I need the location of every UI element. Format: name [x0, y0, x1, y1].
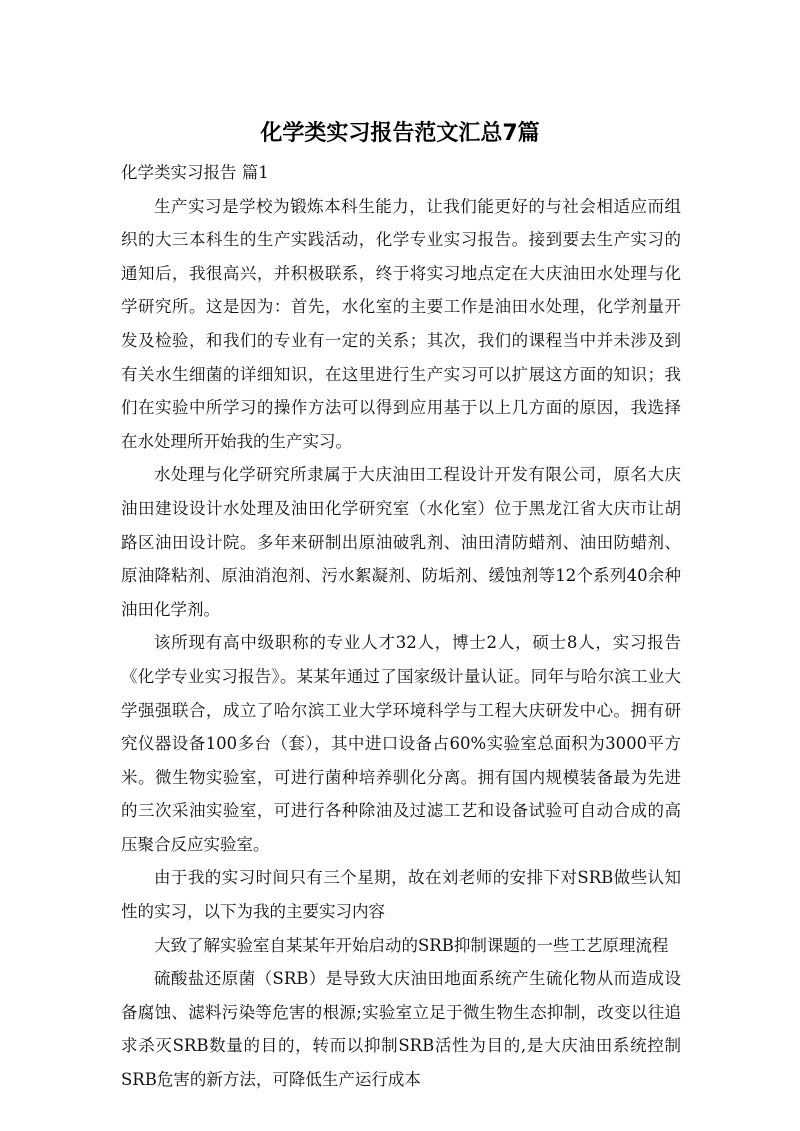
paragraph-3: 该所现有高中级职称的专业人才32人，博士2人，硕士8人，实习报告《化学专业实习报告》。某某年通过了国家级计量认证。同年与哈尔滨工业大学强强联合，成立了哈尔滨工业大学环境科学与工程大庆研发中心。拥有研究仪器设备100多台（套），其中进口设备占60%实验室总面积为3000平方米。微生物实验室，可进行菌种培养驯化分离。拥有国内规模装备最为先进的三次采油实验室，可进行各种除油及过滤工艺和设备试验可自动合成的高压聚合反应实验室。 — [121, 633, 681, 854]
paragraph-2: 水处理与化学研究所隶属于大庆油田工程设计开发有限公司，原名大庆油田建设设计水处理及油田化学研究室（水化室）位于黑龙江省大庆市让胡路区油田设计院。多年来研制出原油破乳剂、油田清防蜡剂、油田防蜡剂、原油降粘剂、原油消泡剂、污水絮凝剂、防垢剂、缓蚀剂等12个系列40余种油田化学剂。 — [121, 465, 681, 619]
document-body — [121, 156, 681, 1097]
document-title: 化学类实习报告范文汇总7篇 — [260, 121, 540, 146]
section-heading: 化学类实习报告 篇1 — [121, 163, 269, 182]
paragraph-1: 生产实习是学校为锻炼本科生能力，让我们能更好的与社会相适应而组织的大三本科生的生产实践活动，化学专业实习报告。接到要去生产实习的通知后，我很高兴，并积极联系，终于将实习地点定在大庆油田水处理与化学研究所。这是因为：首先，水化室的主要工作是油田水处理，化学剂量开发及检验，和我们的专业有一定的关系；其次，我们的课程当中并未涉及到有关水生细菌的详细知识，在这里进行生产实习可以扩展这方面的知识；我们在实验中所学习的操作方法可以得到应用基于以上几方面的原因，我选择在水处理所开始我的生产实习。 — [121, 196, 681, 451]
paragraph-5: 大致了解实验室自某某年开始启动的SRB抑制课题的一些工艺原理流程 — [154, 935, 669, 955]
paragraph-4: 由于我的实习时间只有三个星期，故在刘老师的安排下对SRB做些认知性的实习，以下为我的主要实习内容 — [121, 868, 681, 922]
paragraph-6: 硫酸盐还原菌（SRB）是导致大庆油田地面系统产生硫化物从而造成设备腐蚀、滤料污染等危害的根源;实验室立足于微生物生态抑制，改变以往追求杀灭SRB数量的目的，转而以抑制SRB活性为目的,是大庆油田系统控制SRB危害的新方法，可降低生产运行成本 — [121, 969, 681, 1090]
